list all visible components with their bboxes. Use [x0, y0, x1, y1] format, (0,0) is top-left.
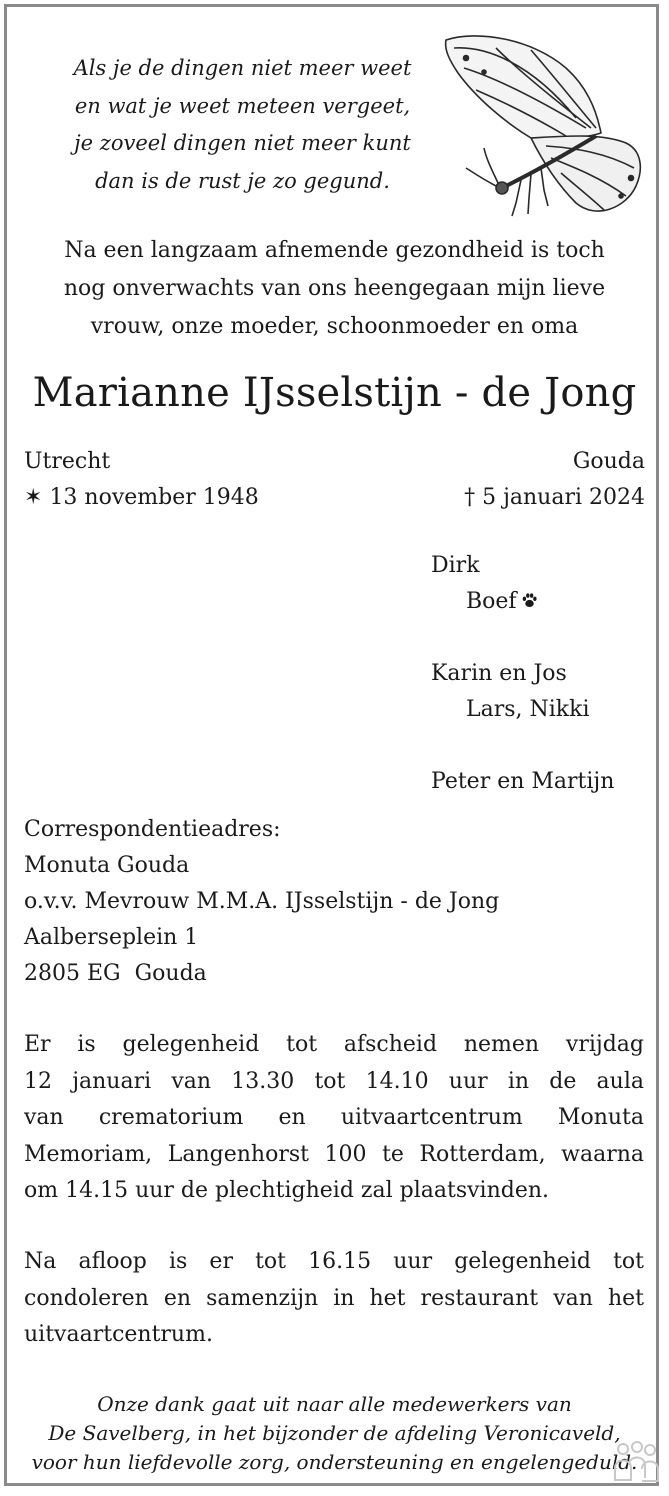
poem-line: Als je de dingen niet meer weet: [73, 56, 412, 80]
paragraph-line: Na afloop is er tot 16.15 uur gelegenheid tot: [24, 1249, 644, 1274]
family-member: Dirk: [431, 553, 480, 578]
poem-line: dan is de rust je zo gegund.: [95, 168, 390, 193]
family-member: Peter en Martijn: [431, 769, 615, 794]
address-line: o.v.v. Mevrouw M.M.A. IJsselstijn - de Jong: [24, 889, 500, 914]
intro-text: [10, 232, 659, 346]
paragraph-line: Memoriam, Langenhorst 100 te Rotterdam, waarna: [24, 1141, 644, 1167]
thanks-line: voor hun liefdevolle zorg, ondersteuning en engelengeduld.: [31, 1450, 638, 1474]
poem-line: je zoveel dingen niet meer kunt: [74, 131, 411, 155]
thanks-line: Onze dank gaat uit naar alle medewerkers van: [97, 1392, 572, 1416]
butterfly-icon: [436, 28, 651, 218]
intro-line: nog onverwachts van ons heengegaan mijn lieve: [63, 276, 606, 301]
paragraph-line: om 14.15 uur de plechtigheid zal plaatsvinden.: [24, 1178, 550, 1203]
death-line: [464, 480, 645, 516]
farewell-paragraph: [24, 1027, 644, 1210]
address-line: Monuta Gouda: [24, 853, 190, 878]
poem-line: en wat je weet meteen vergeet,: [74, 93, 411, 118]
paragraph-line: Er is gelegenheid tot afscheid nemen vrijdag: [24, 1032, 644, 1057]
death-date: 5 januari 2024: [482, 485, 645, 510]
intro-line: Na een langzaam afnemende gezondheid is toch: [64, 238, 605, 263]
deceased-name: Marianne IJsselstijn - de Jong: [32, 370, 637, 416]
thanks-line: De Savelberg, in het bijzonder de afdeling Veronicaveld,: [48, 1421, 621, 1445]
star-icon: ✶: [24, 485, 43, 510]
address-line: Aalberseplein 1: [24, 925, 199, 950]
paragraph-line: condoleren en samenzijn in het restaurant van het: [24, 1285, 644, 1311]
birth-line: [24, 480, 259, 516]
thanks-text: [14, 1390, 655, 1477]
death-place: Gouda: [572, 449, 645, 474]
correspondence-address: [24, 812, 499, 992]
address-line: 2805 EG Gouda: [24, 961, 207, 986]
family-pet: [466, 584, 538, 620]
family-member: Karin en Jos: [431, 661, 567, 686]
paragraph-line: 12 januari van 13.30 tot 14.10 uur in de aula: [24, 1068, 644, 1094]
people-watermark-icon: [610, 1440, 660, 1485]
address-line: Correspondentieadres:: [24, 817, 281, 842]
paragraph-line: uitvaartcentrum.: [24, 1322, 213, 1347]
birth-place: Utrecht: [24, 449, 111, 474]
pet-name: Boef: [466, 589, 517, 614]
intro-line: vrouw, onze moeder, schoonmoeder en oma: [90, 314, 579, 339]
birth-date: 13 november 1948: [49, 485, 259, 510]
paragraph-line: van crematorium en uitvaartcentrum Monuta: [24, 1105, 644, 1130]
family-grandchildren: Lars, Nikki: [466, 697, 590, 722]
paw-print-icon: [521, 592, 538, 609]
poem: [40, 50, 445, 200]
cross-icon: †: [464, 485, 476, 510]
condolence-paragraph: [24, 1244, 644, 1354]
